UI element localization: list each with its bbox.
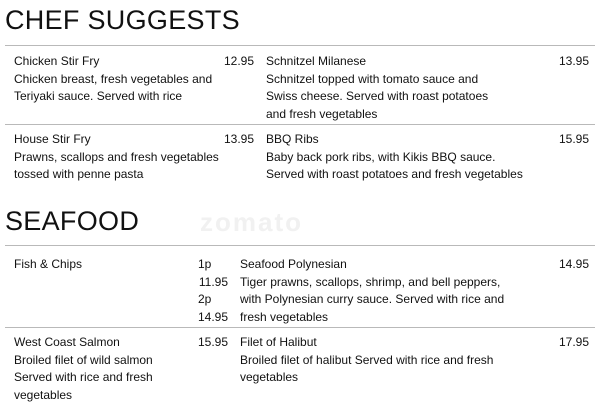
menu-item-filet-of-halibut <box>240 334 550 387</box>
menu-item-house-stir-fry <box>14 131 219 184</box>
item-price: 15.95 <box>558 132 589 146</box>
item-name: House Stir Fry <box>14 132 91 146</box>
row-divider <box>5 124 595 125</box>
item-price: 13.95 <box>223 132 254 146</box>
item-name: Fish & Chips <box>14 257 83 271</box>
section-title-chef-suggests: CHEF SUGGESTS <box>5 5 240 35</box>
item-description: Baby back pork ribs, with Kikis BBQ sauce. Served with roast potatoes and fresh vegetables <box>266 149 523 181</box>
watermark: zomato <box>200 207 303 237</box>
item-name: Schnitzel Milanese <box>266 54 367 68</box>
item-name: Seafood Polynesian <box>240 257 347 271</box>
menu-item-seafood-polynesian <box>240 256 525 326</box>
item-name: West Coast Salmon <box>14 335 120 349</box>
portion-price: 14.95 <box>197 309 228 324</box>
item-price-list <box>184 256 228 326</box>
item-description: Schnitzel topped with tomato sauce and Swiss cheese. Served with roast potatoes and fresh vegetables <box>266 71 489 121</box>
item-price: 15.95 <box>197 335 228 349</box>
row-divider <box>5 327 595 328</box>
item-description: Broiled filet of wild salmon Served with rice and fresh vegetables <box>14 352 153 402</box>
portion-label: 1p <box>198 257 212 271</box>
portion-label: 2p <box>198 292 212 306</box>
menu-item-bbq-ribs <box>266 131 536 184</box>
menu-item-west-coast-salmon <box>14 334 174 404</box>
portion-price: 11.95 <box>198 274 228 289</box>
item-price: 17.95 <box>558 335 589 349</box>
section-divider <box>5 45 595 46</box>
item-price: 13.95 <box>558 54 589 68</box>
item-name: Filet of Halibut <box>240 335 317 349</box>
item-description: Tiger prawns, scallops, shrimp, and bell peppers, with Polynesian curry sauce. Served with rice and fresh vegetables <box>240 274 505 324</box>
item-price: 12.95 <box>223 54 254 68</box>
item-price: 14.95 <box>558 257 589 271</box>
item-description: Broiled filet of halibut Served with rice and fresh vegetables <box>240 352 494 384</box>
item-name: BBQ Ribs <box>266 132 319 146</box>
item-description: Chicken breast, fresh vegetables and Teriyaki sauce. Served with rice <box>14 71 213 103</box>
menu-item-schnitzel-milanese <box>266 53 511 123</box>
item-description: Prawns, scallops and fresh vegetables tossed with penne pasta <box>14 149 219 181</box>
section-title-seafood: SEAFOOD <box>5 206 140 236</box>
section-divider <box>5 245 595 246</box>
menu-item-chicken-stir-fry <box>14 53 214 106</box>
menu-item-fish-and-chips <box>14 256 184 274</box>
item-name: Chicken Stir Fry <box>14 54 100 68</box>
